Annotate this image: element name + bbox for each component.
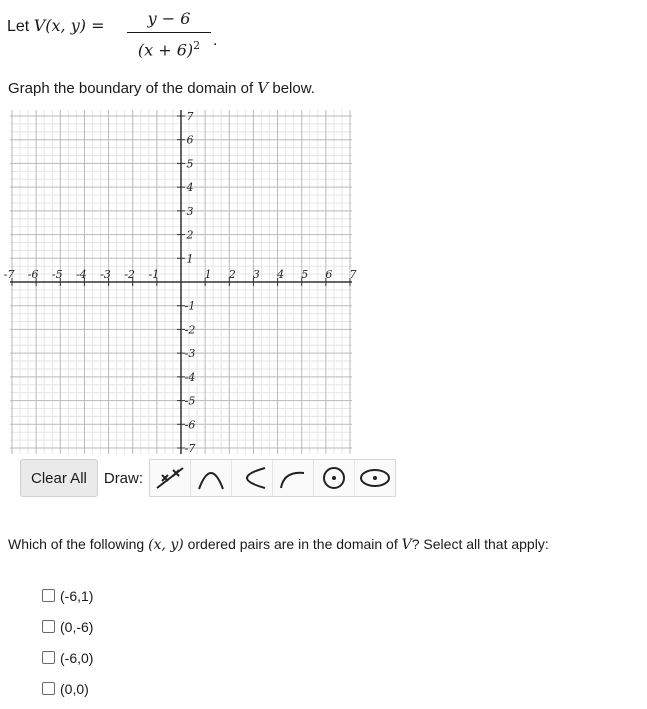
y-tick-label: 1 — [186, 252, 194, 266]
line-tool-button[interactable] — [150, 460, 191, 496]
x-tick-label: 4 — [277, 268, 285, 281]
clear-all-button[interactable]: Clear All — [20, 459, 98, 497]
parabola-tool-button[interactable] — [191, 460, 232, 496]
x-tick-label: -7 — [3, 268, 15, 281]
option-label: (0,-6) — [60, 618, 94, 635]
trailing-period: . — [213, 32, 218, 49]
option-checkbox[interactable] — [42, 620, 55, 633]
x-tick-label: 5 — [301, 268, 309, 281]
x-tick-label: 6 — [325, 268, 333, 281]
option-checkbox[interactable] — [42, 651, 55, 664]
prompt-text: Graph the boundary of the domain of — [8, 80, 254, 97]
option-label: (0,0) — [60, 680, 89, 697]
x-tick-label: -6 — [27, 268, 39, 281]
fraction-bar — [127, 32, 211, 33]
question-var: V — [401, 537, 412, 553]
option-label: (-6,1) — [60, 587, 94, 604]
curve-tool-icon — [276, 465, 310, 491]
function-lhs: V(x, y) = — [33, 16, 105, 35]
denominator-exponent: 2 — [193, 39, 201, 52]
y-tick-label: 7 — [186, 110, 194, 123]
parabola-tool-icon — [194, 465, 228, 491]
graph-prompt — [8, 79, 315, 97]
option-checkbox[interactable] — [42, 682, 55, 695]
sideways-parabola-tool-icon — [235, 465, 269, 491]
graph-area[interactable] — [3, 110, 357, 455]
y-tick-label: -4 — [184, 370, 196, 384]
y-tick-label: -5 — [184, 394, 196, 408]
domain-question — [8, 536, 549, 553]
x-tick-label: -3 — [100, 268, 111, 281]
question-middle: ordered pairs are in the domain of — [187, 536, 398, 552]
question-pair: (x, y) — [148, 537, 184, 553]
line-tool-icon — [153, 465, 187, 491]
y-tick-label: 4 — [186, 181, 194, 195]
x-tick-label: -2 — [124, 268, 136, 281]
let-label: Let — [7, 18, 30, 35]
y-tick-label: -6 — [184, 418, 196, 432]
x-tick-label: 3 — [252, 268, 260, 281]
curve-tool-button[interactable] — [273, 460, 314, 496]
coordinate-grid[interactable] — [3, 110, 357, 455]
option-label: (-6,0) — [60, 649, 94, 666]
y-tick-label: 6 — [186, 133, 194, 147]
prompt-after: below. — [272, 80, 315, 97]
x-tick-label: -4 — [76, 268, 87, 281]
draw-toolbar — [20, 459, 396, 497]
y-tick-label: -3 — [184, 347, 196, 361]
option-row[interactable] — [42, 585, 93, 606]
x-tick-label: 2 — [228, 268, 236, 281]
option-checkbox[interactable] — [42, 589, 55, 602]
fraction-denominator — [127, 35, 211, 60]
x-tick-label: 7 — [349, 268, 357, 281]
option-row[interactable] — [42, 647, 93, 668]
y-tick-label: -7 — [184, 442, 196, 455]
fraction-numerator: y − 6 — [147, 9, 191, 28]
prompt-var: V — [257, 79, 269, 97]
question-before: Which of the following — [8, 536, 145, 552]
y-tick-label: -1 — [184, 299, 196, 313]
y-tick-label: 2 — [186, 228, 194, 242]
option-row[interactable] — [42, 616, 93, 637]
question-after: ? Select all that apply: — [411, 536, 549, 552]
draw-tools — [149, 459, 396, 497]
option-row[interactable] — [42, 678, 93, 699]
y-tick-label: 5 — [186, 157, 194, 171]
function-definition — [7, 16, 104, 36]
function-fraction — [127, 8, 211, 60]
y-tick-label: 3 — [186, 204, 194, 218]
denominator-base: (x + 6) — [137, 40, 194, 60]
y-tick-label: -2 — [184, 323, 196, 337]
circle-tool-icon — [317, 465, 351, 491]
draw-label: Draw: — [103, 469, 144, 487]
circle-tool-button[interactable] — [314, 460, 355, 496]
answer-options — [42, 585, 93, 709]
x-tick-label: -1 — [148, 268, 160, 281]
x-tick-label: 1 — [204, 268, 212, 281]
sideways-parabola-tool-button[interactable] — [232, 460, 273, 496]
ellipse-tool-button[interactable] — [355, 460, 395, 496]
ellipse-tool-icon — [358, 465, 392, 491]
x-tick-label: -5 — [51, 268, 63, 281]
